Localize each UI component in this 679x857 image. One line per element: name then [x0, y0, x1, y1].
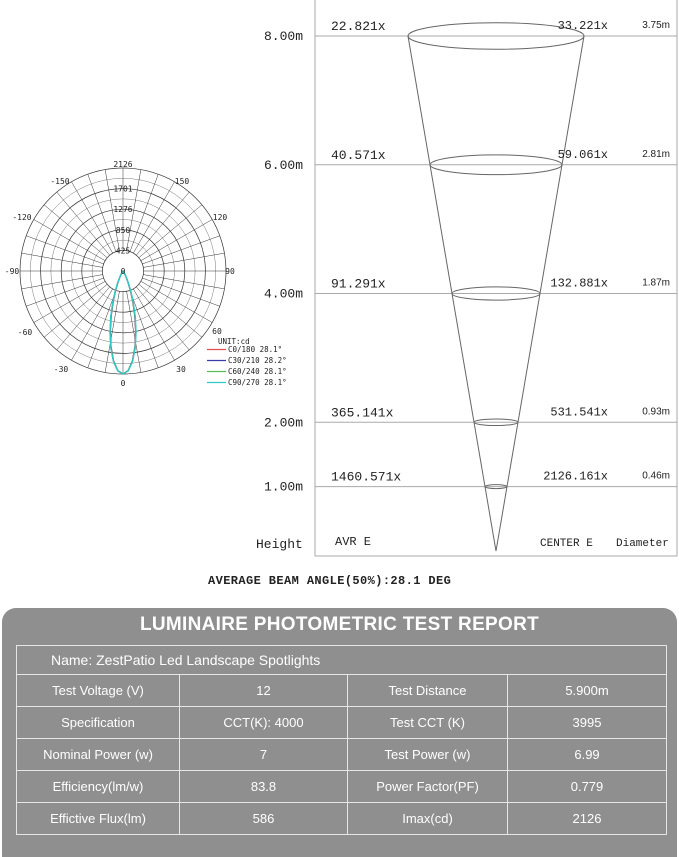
report-label: Test Power (w) — [348, 739, 508, 771]
angle-label: -60 — [17, 328, 33, 337]
report-value: 2126 — [508, 803, 667, 835]
polar-spoke — [143, 275, 224, 289]
cone-labels — [264, 19, 670, 495]
report-label: Efficiency(lm/w) — [17, 771, 180, 803]
report-value: CCT(K): 4000 — [180, 707, 348, 739]
report-label: Power Factor(PF) — [348, 771, 508, 803]
polar-legend — [207, 337, 287, 387]
center-e-column-header: CENTER E — [540, 538, 593, 550]
height-column-header: Height — [256, 537, 303, 552]
angle-label: 120 — [212, 213, 228, 222]
angle-label: 60 — [212, 327, 222, 336]
polar-spoke — [34, 281, 105, 322]
report-label: Test Distance — [348, 675, 508, 707]
report-value: 6.99 — [508, 739, 667, 771]
radial-value-label: 425 — [115, 246, 131, 256]
polar-spoke — [136, 287, 189, 350]
diameter-label: 1.87m — [642, 277, 670, 289]
avg-illuminance-label: 1460.571x — [331, 469, 402, 485]
height-label: 2.00m — [264, 415, 304, 431]
polar-spoke — [130, 174, 158, 251]
polar-spoke — [72, 182, 113, 253]
angle-label: 90 — [225, 267, 235, 276]
report-value: 586 — [180, 803, 348, 835]
polar-spoke — [22, 275, 103, 289]
report-table — [16, 645, 667, 835]
avg-illuminance-label: 91.291x — [331, 276, 386, 292]
polar-spoke — [57, 192, 110, 255]
radial-value-label: 2126 — [113, 160, 133, 169]
polar-spoke — [72, 289, 113, 360]
legend-entry: C0/180 28.1° — [228, 345, 283, 354]
angle-label: 30 — [176, 365, 186, 374]
polar-spoke — [130, 290, 158, 367]
polar-spoke — [88, 174, 116, 251]
report-value: 83.8 — [180, 771, 348, 803]
report-value: 12 — [180, 675, 348, 707]
polar-spoke — [57, 287, 110, 350]
diameter-label: 0.46m — [642, 470, 670, 482]
cone-footer — [256, 535, 669, 552]
polar-spoke — [143, 253, 224, 267]
table-row — [17, 771, 667, 803]
diameter-column-header: Diameter — [616, 538, 669, 550]
angle-label: -150 — [50, 177, 70, 186]
center-illuminance-label: 33.221x — [557, 19, 608, 33]
radial-value-label: 850 — [115, 225, 131, 235]
polar-spoke — [139, 205, 202, 258]
avg-illuminance-label: 40.571x — [331, 147, 386, 163]
avg-illuminance-label: 22.821x — [331, 19, 386, 34]
table-row — [17, 707, 667, 739]
report-value: 5.900m — [508, 675, 667, 707]
height-label: 6.00m — [264, 157, 304, 173]
radial-value-label: 0 — [120, 267, 126, 276]
polar-spoke — [22, 253, 103, 267]
polar-labels — [5, 160, 235, 388]
avg-illuminance-label: 365.141x — [331, 405, 394, 421]
diameter-label: 3.75m — [642, 20, 670, 31]
angle-label: -90 — [4, 267, 20, 276]
avr-e-column-header: AVR E — [335, 535, 372, 549]
polar-spoke — [44, 284, 107, 337]
polar-spoke — [141, 220, 212, 261]
polar-spoke — [44, 205, 107, 258]
photometric-report-panel — [2, 608, 677, 857]
legend-entry: C30/210 28.2° — [228, 356, 287, 365]
center-illuminance-label: 59.061x — [557, 147, 608, 162]
report-label: Effictive Flux(lm) — [17, 803, 180, 835]
table-row — [17, 803, 667, 835]
angle-label: 0 — [120, 379, 126, 388]
report-name-row — [17, 646, 667, 675]
polar-spoke — [133, 289, 174, 360]
beam-angle-caption: AVERAGE BEAM ANGLE(50%):28.1 DEG — [208, 574, 452, 588]
height-label: 8.00m — [264, 29, 304, 44]
report-label: Test Voltage (V) — [17, 675, 180, 707]
center-illuminance-label: 531.541x — [550, 405, 608, 420]
polar-spoke — [136, 192, 189, 255]
radial-value-label: 1276 — [113, 205, 133, 215]
angle-label: -120 — [12, 213, 32, 222]
polar-spoke — [142, 278, 219, 306]
polar-spoke — [139, 284, 202, 337]
polar-spoke — [141, 281, 212, 322]
report-label: Specification — [17, 707, 180, 739]
height-label: 4.00m — [264, 286, 304, 302]
center-illuminance-label: 132.881x — [550, 276, 608, 291]
angle-label: 150 — [174, 177, 190, 186]
polar-spoke — [26, 278, 103, 306]
height-label: 1.00m — [264, 479, 304, 495]
polar-spoke — [88, 290, 116, 367]
diameter-label: 0.93m — [642, 406, 670, 418]
table-row — [17, 739, 667, 771]
report-label: Imax(cd) — [348, 803, 508, 835]
report-label: Nominal Power (w) — [17, 739, 180, 771]
legend-entry: C60/240 28.1° — [228, 367, 287, 376]
polar-spoke — [142, 236, 219, 264]
report-title: LUMINAIRE PHOTOMETRIC TEST REPORT — [139, 614, 540, 635]
report-value: 3995 — [508, 707, 667, 739]
unit-label: UNIT:cd — [218, 337, 250, 346]
table-row — [17, 675, 667, 707]
report-label: Test CCT (K) — [348, 707, 508, 739]
legend-entry: C90/270 28.1° — [228, 378, 287, 387]
polar-spoke — [133, 182, 174, 253]
product-name: Name: ZestPatio Led Landscape Spotlights — [17, 646, 667, 675]
polar-spoke — [26, 236, 103, 264]
report-value: 7 — [180, 739, 348, 771]
polar-spoke — [34, 220, 105, 261]
angle-label: -30 — [53, 365, 69, 374]
diameter-label: 2.81m — [642, 148, 670, 160]
report-value: 0.779 — [508, 771, 667, 803]
radial-value-label: 1701 — [113, 184, 133, 194]
center-illuminance-label: 2126.161x — [543, 469, 608, 484]
